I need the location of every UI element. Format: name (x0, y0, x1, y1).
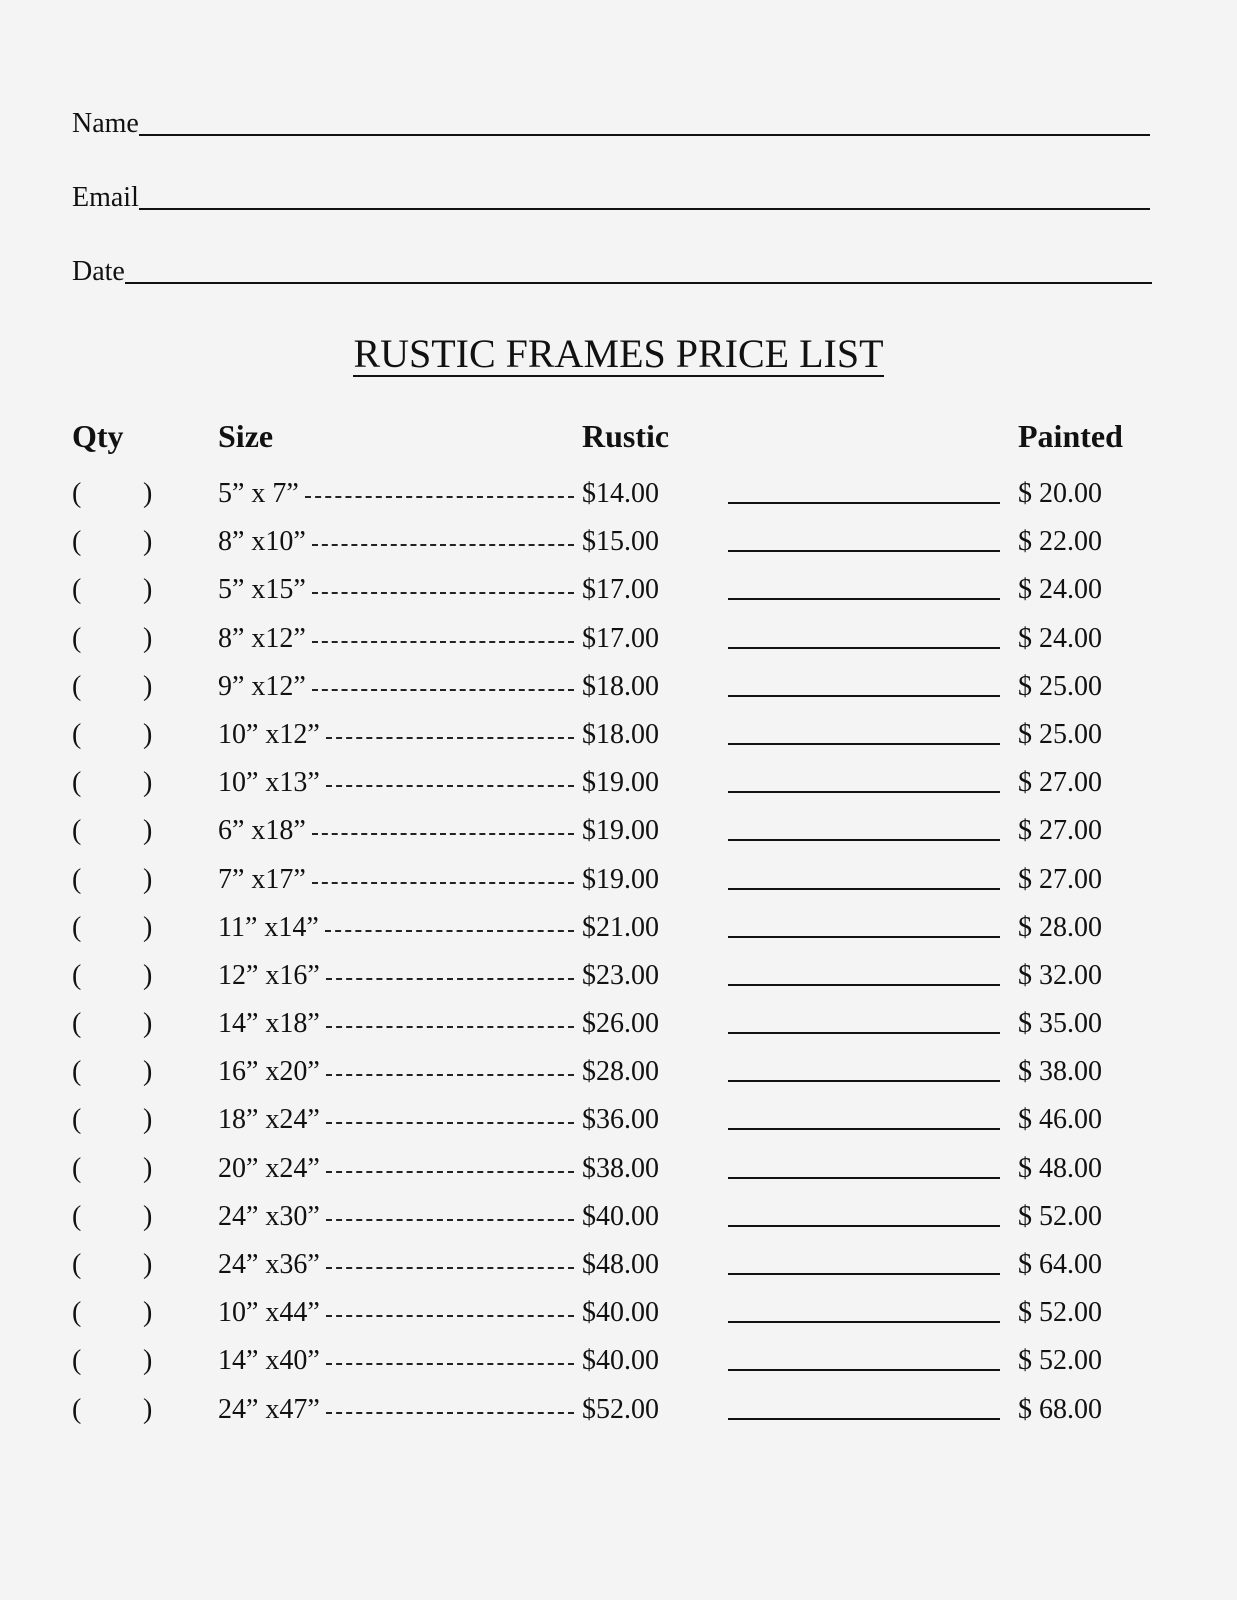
size-cell: 5” x 7” (218, 478, 299, 509)
qty-open-paren: ( (72, 767, 82, 799)
leader-dashes (305, 496, 574, 498)
price-list (0, 470, 1237, 1434)
page-title (0, 330, 1237, 377)
email-label: Email (72, 182, 139, 213)
leader-dashes (326, 785, 574, 787)
qty-close-paren: ) (143, 718, 153, 750)
size-cell: 6” x18” (218, 815, 306, 847)
qty-close-paren: ) (143, 1345, 153, 1377)
painted-price: $ 24.00 (1018, 574, 1102, 606)
table-row (0, 711, 1237, 759)
leader-dashes (326, 1074, 574, 1076)
size-cell: 7” x17” (218, 863, 306, 895)
table-row (0, 1000, 1237, 1048)
painted-price: $ 64.00 (1018, 1249, 1102, 1280)
table-row (0, 1289, 1237, 1337)
painted-price: $ 27.00 (1018, 815, 1102, 847)
qty-open-paren: ( (72, 959, 82, 991)
date-field[interactable] (72, 254, 1152, 288)
date-label: Date (72, 256, 125, 287)
size-cell: 12” x16” (218, 959, 320, 991)
painted-price: $ 25.00 (1018, 718, 1102, 750)
name-label: Name (72, 108, 139, 139)
rustic-price: $48.00 (582, 1249, 659, 1280)
painted-price: $ 24.00 (1018, 622, 1102, 654)
name-line[interactable] (139, 133, 1150, 136)
painted-price: $ 35.00 (1018, 1008, 1102, 1040)
leader-dashes (312, 641, 574, 643)
qty-close-paren: ) (143, 1249, 153, 1280)
blank-line[interactable] (728, 1418, 1000, 1420)
email-field[interactable] (72, 180, 1150, 214)
painted-price: $ 46.00 (1018, 1104, 1102, 1136)
size-cell: 10” x44” (218, 1297, 320, 1329)
painted-price: $ 27.00 (1018, 863, 1102, 895)
size-cell: 10” x13” (218, 767, 320, 799)
qty-close-paren: ) (143, 526, 153, 558)
table-row (0, 615, 1237, 663)
blank-line[interactable] (728, 1080, 1000, 1082)
name-field[interactable] (72, 106, 1150, 140)
painted-price: $ 28.00 (1018, 911, 1102, 943)
table-row (0, 1145, 1237, 1193)
qty-close-paren: ) (143, 1056, 153, 1088)
table-row (0, 856, 1237, 904)
qty-open-paren: ( (72, 1008, 82, 1040)
table-row (0, 1386, 1237, 1434)
blank-line[interactable] (728, 1273, 1000, 1275)
rustic-price: $17.00 (582, 622, 659, 654)
qty-close-paren: ) (143, 1104, 153, 1136)
rustic-price: $19.00 (582, 815, 659, 847)
size-cell: 5” x15” (218, 574, 306, 606)
table-row (0, 1337, 1237, 1385)
qty-open-paren: ( (72, 1104, 82, 1136)
rustic-price: $18.00 (582, 670, 659, 702)
qty-open-paren: ( (72, 1056, 82, 1088)
rustic-price: $14.00 (582, 478, 659, 509)
leader-dashes (326, 737, 574, 739)
leader-dashes (312, 882, 574, 884)
leader-dashes (312, 689, 574, 691)
blank-line[interactable] (728, 888, 1000, 890)
painted-price: $ 38.00 (1018, 1056, 1102, 1088)
header-rustic: Rustic (582, 418, 670, 454)
blank-line[interactable] (728, 647, 1000, 649)
qty-close-paren: ) (143, 815, 153, 847)
painted-price: $ 52.00 (1018, 1297, 1102, 1329)
rustic-price: $21.00 (582, 911, 659, 943)
qty-open-paren: ( (72, 815, 82, 847)
size-cell: 24” x36” (218, 1249, 320, 1280)
blank-line[interactable] (728, 1177, 1000, 1179)
painted-price: $ 20.00 (1018, 478, 1102, 509)
size-cell: 8” x12” (218, 622, 306, 654)
leader-dashes (326, 978, 574, 980)
qty-close-paren: ) (143, 863, 153, 895)
table-row (0, 1096, 1237, 1144)
qty-open-paren: ( (72, 574, 82, 606)
qty-open-paren: ( (72, 1393, 82, 1425)
qty-close-paren: ) (143, 1152, 153, 1184)
size-cell: 14” x40” (218, 1345, 320, 1377)
rustic-price: $40.00 (582, 1297, 659, 1329)
rustic-price: $23.00 (582, 959, 659, 991)
qty-close-paren: ) (143, 478, 153, 509)
qty-close-paren: ) (143, 1008, 153, 1040)
header-painted: Painted (1018, 418, 1123, 454)
table-row (0, 1241, 1237, 1289)
size-cell: 11” x14” (218, 911, 319, 943)
table-row (0, 759, 1237, 807)
blank-line[interactable] (728, 695, 1000, 697)
blank-line[interactable] (728, 1369, 1000, 1371)
qty-close-paren: ) (143, 911, 153, 943)
size-cell: 14” x18” (218, 1008, 320, 1040)
rustic-price: $26.00 (582, 1008, 659, 1040)
table-row (0, 663, 1237, 711)
leader-dashes (312, 592, 574, 594)
qty-open-paren: ( (72, 1152, 82, 1184)
qty-close-paren: ) (143, 1200, 153, 1232)
rustic-price: $28.00 (582, 1056, 659, 1088)
email-line[interactable] (139, 207, 1150, 210)
qty-open-paren: ( (72, 718, 82, 750)
leader-dashes (325, 930, 574, 932)
blank-line[interactable] (728, 1128, 1000, 1130)
size-cell: 24” x47” (218, 1393, 320, 1425)
size-cell: 24” x30” (218, 1200, 320, 1232)
qty-open-paren: ( (72, 478, 82, 509)
qty-close-paren: ) (143, 1297, 153, 1329)
rustic-price: $36.00 (582, 1104, 659, 1136)
qty-close-paren: ) (143, 574, 153, 606)
qty-open-paren: ( (72, 1249, 82, 1280)
table-row (0, 904, 1237, 952)
size-cell: 16” x20” (218, 1056, 320, 1088)
painted-price: $ 22.00 (1018, 526, 1102, 558)
rustic-price: $19.00 (582, 863, 659, 895)
qty-open-paren: ( (72, 670, 82, 702)
table-row (0, 952, 1237, 1000)
leader-dashes (326, 1122, 574, 1124)
page-title-text: RUSTIC FRAMES PRICE LIST (353, 331, 884, 376)
qty-open-paren: ( (72, 622, 82, 654)
rustic-price: $38.00 (582, 1152, 659, 1184)
blank-line[interactable] (728, 936, 1000, 938)
rustic-price: $40.00 (582, 1200, 659, 1232)
leader-dashes (326, 1315, 574, 1317)
size-cell: 10” x12” (218, 718, 320, 750)
rustic-price: $52.00 (582, 1393, 659, 1425)
rustic-price: $40.00 (582, 1345, 659, 1377)
header-size: Size (218, 418, 274, 454)
qty-close-paren: ) (143, 1393, 153, 1425)
table-row (0, 807, 1237, 855)
rustic-price: $15.00 (582, 526, 659, 558)
qty-close-paren: ) (143, 959, 153, 991)
leader-dashes (326, 1026, 574, 1028)
qty-open-paren: ( (72, 911, 82, 943)
table-row (0, 470, 1237, 518)
painted-price: $ 27.00 (1018, 767, 1102, 799)
size-cell: 18” x24” (218, 1104, 320, 1136)
rustic-price: $17.00 (582, 574, 659, 606)
painted-price: $ 52.00 (1018, 1345, 1102, 1377)
blank-line[interactable] (728, 550, 1000, 552)
blank-line[interactable] (728, 743, 1000, 745)
size-cell: 8” x10” (218, 526, 306, 558)
qty-close-paren: ) (143, 670, 153, 702)
qty-close-paren: ) (143, 622, 153, 654)
rustic-price: $19.00 (582, 767, 659, 799)
leader-dashes (326, 1219, 574, 1221)
table-row (0, 518, 1237, 566)
painted-price: $ 48.00 (1018, 1152, 1102, 1184)
date-line[interactable] (125, 281, 1152, 284)
blank-line[interactable] (728, 1225, 1000, 1227)
blank-line[interactable] (728, 598, 1000, 600)
size-cell: 20” x24” (218, 1152, 320, 1184)
blank-line[interactable] (728, 984, 1000, 986)
leader-dashes (326, 1267, 574, 1269)
leader-dashes (312, 833, 574, 835)
blank-line[interactable] (728, 502, 1000, 504)
qty-open-paren: ( (72, 526, 82, 558)
leader-dashes (326, 1363, 574, 1365)
leader-dashes (326, 1171, 574, 1173)
blank-line[interactable] (728, 1321, 1000, 1323)
table-row (0, 1048, 1237, 1096)
blank-line[interactable] (728, 839, 1000, 841)
leader-dashes (326, 1412, 574, 1414)
qty-close-paren: ) (143, 767, 153, 799)
rustic-price: $18.00 (582, 718, 659, 750)
painted-price: $ 68.00 (1018, 1393, 1102, 1425)
leader-dashes (312, 544, 574, 546)
blank-line[interactable] (728, 791, 1000, 793)
qty-open-paren: ( (72, 1297, 82, 1329)
table-row (0, 1193, 1237, 1241)
table-row (0, 566, 1237, 614)
qty-open-paren: ( (72, 863, 82, 895)
painted-price: $ 25.00 (1018, 670, 1102, 702)
blank-line[interactable] (728, 1032, 1000, 1034)
qty-open-paren: ( (72, 1200, 82, 1232)
qty-open-paren: ( (72, 1345, 82, 1377)
header-qty: Qty (72, 418, 124, 454)
size-cell: 9” x12” (218, 670, 306, 702)
painted-price: $ 52.00 (1018, 1200, 1102, 1232)
painted-price: $ 32.00 (1018, 959, 1102, 991)
